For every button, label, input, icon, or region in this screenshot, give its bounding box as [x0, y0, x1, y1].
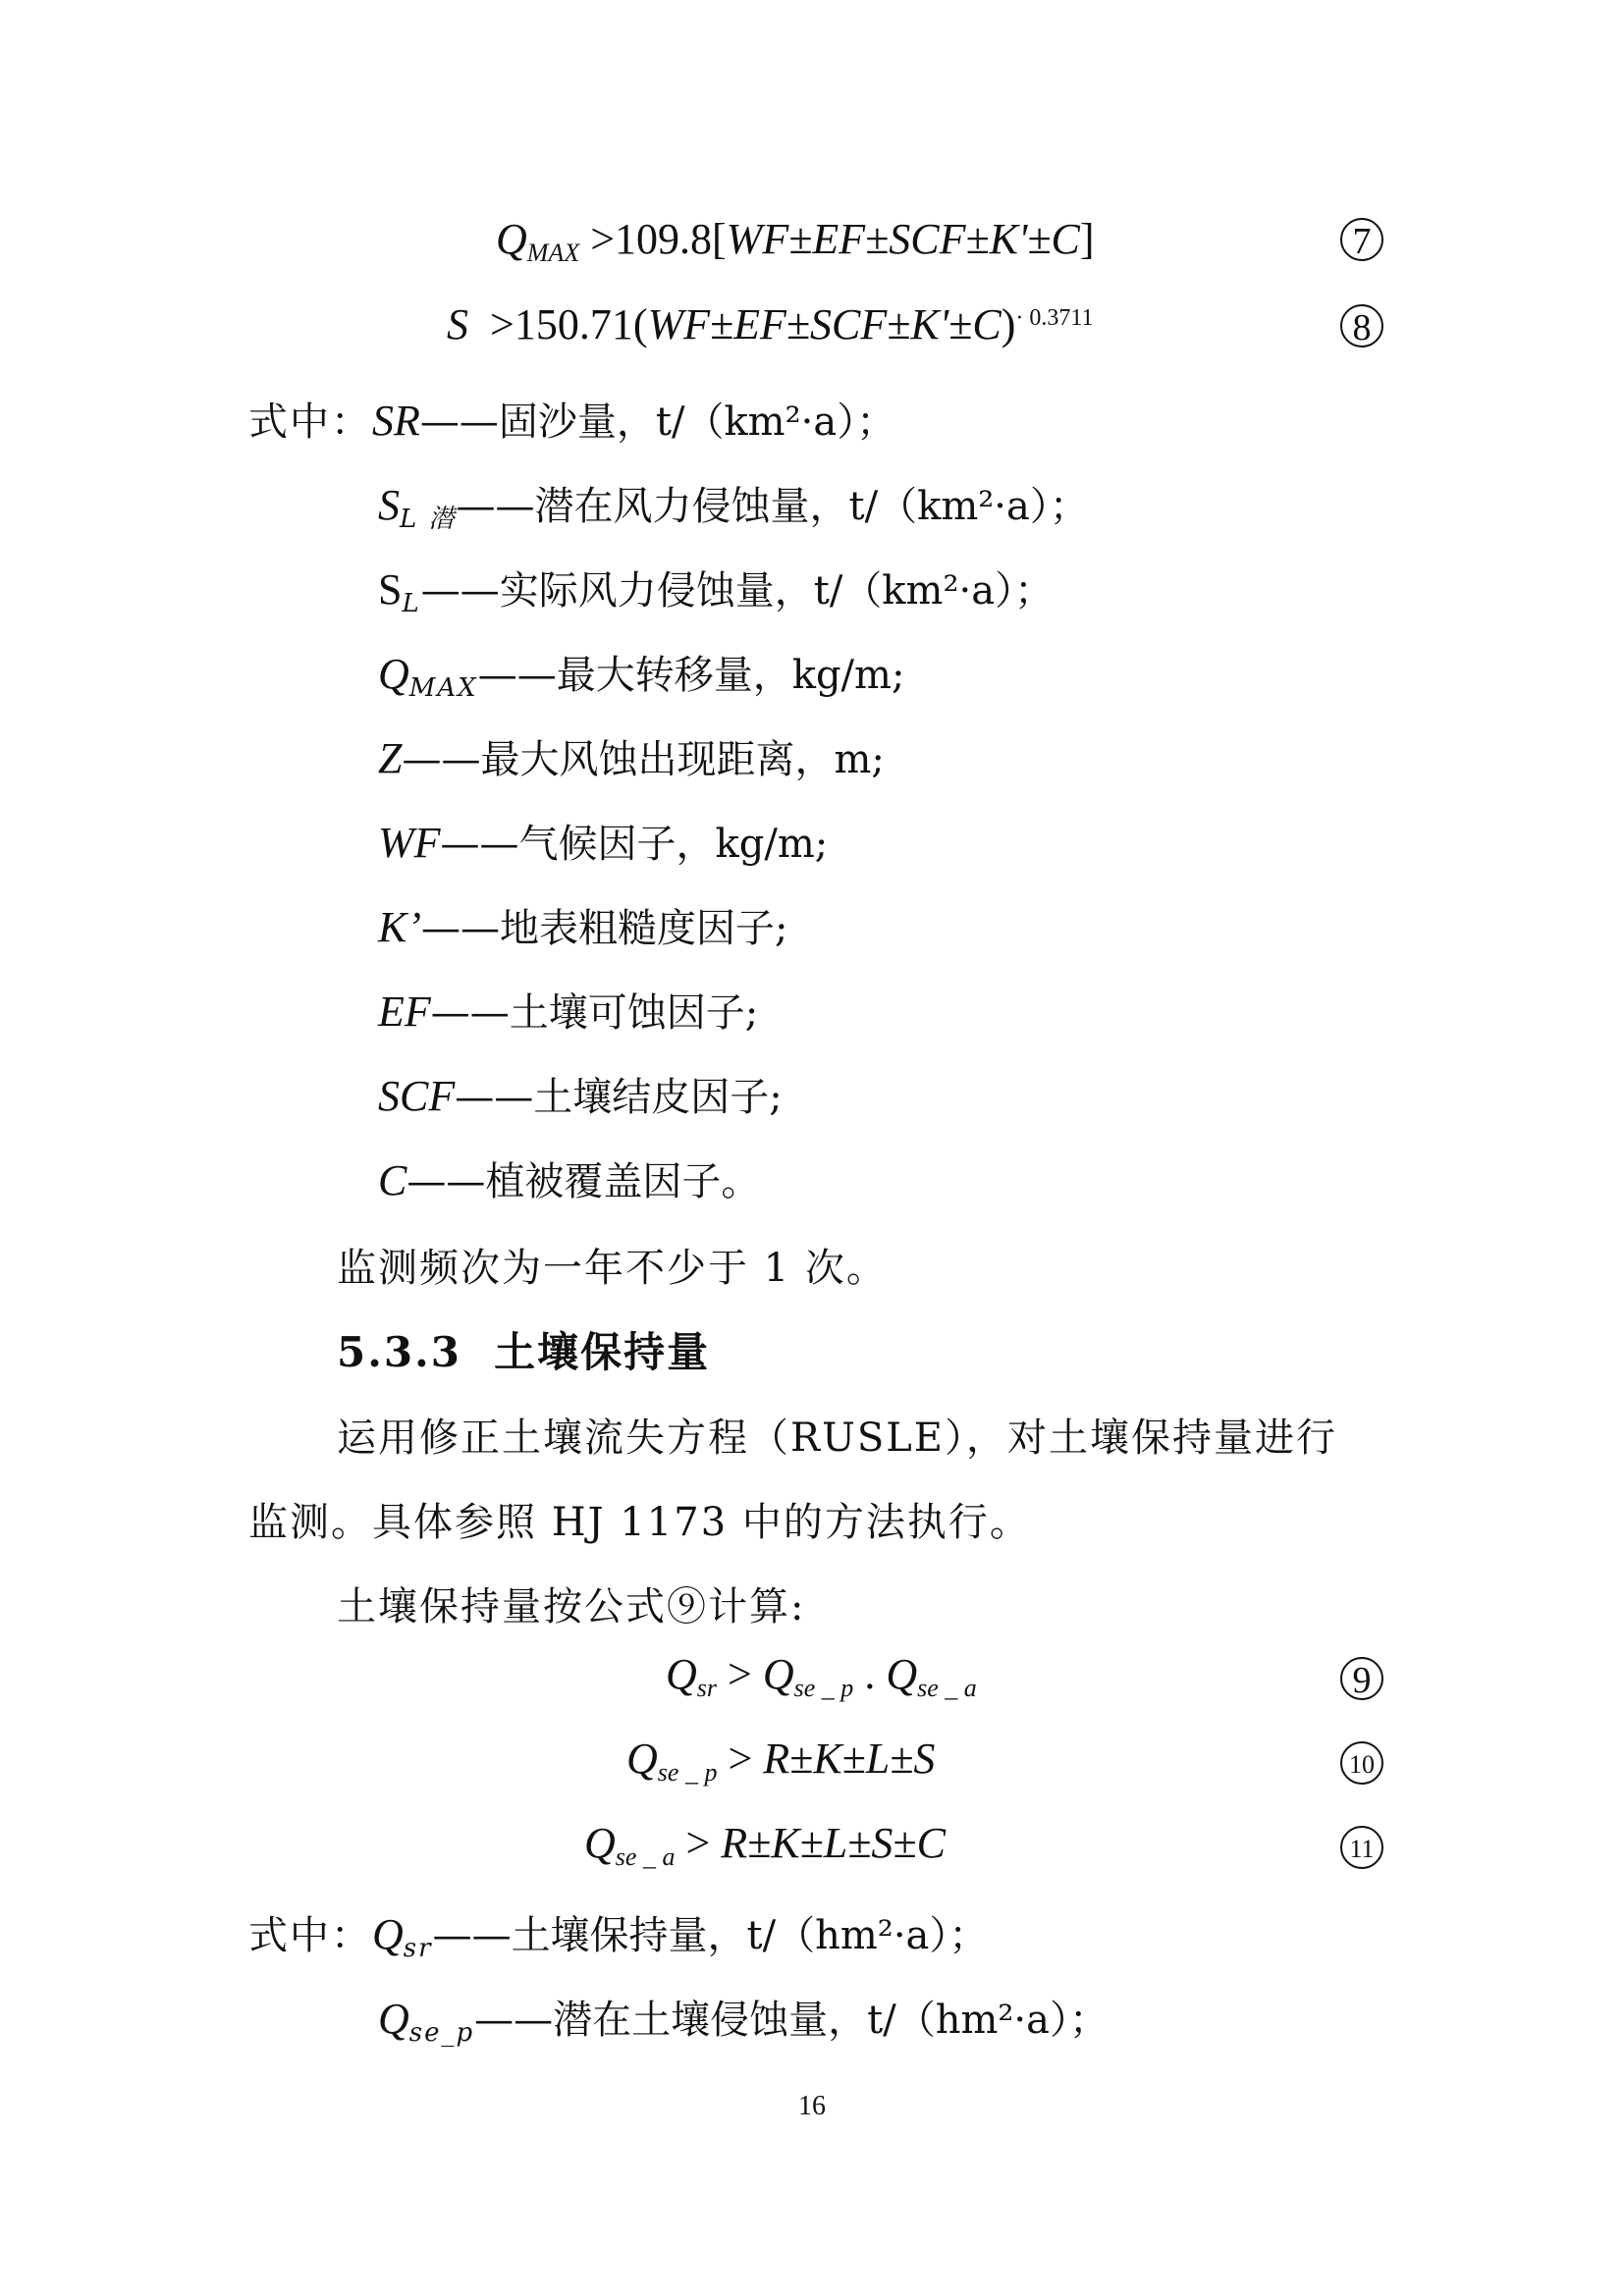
where-line-sl-potential: $S_{L 潜}——$潜在风力侵蚀量，t/（km²·a）； — [378, 481, 1089, 534]
paragraph-rusle-line1: 运用修正土壤流失方程（RUSLE），对土壤保持量进行 — [337, 1415, 1337, 1461]
equation-number-7: 7 — [1340, 218, 1383, 261]
equation-number-8: 8 — [1340, 304, 1383, 347]
paragraph-rusle-line2: 监测。具体参照 HJ 1173 中的方法执行。 — [248, 1500, 1031, 1545]
equation-10: $Q_{se \_ p} > R\pm K\pm L\pm S$ — [626, 1735, 936, 1787]
equation-number-10: 10 — [1340, 1741, 1383, 1785]
where-line-sr: 式中：SR——固沙量，t/（km²·a）； — [248, 397, 896, 445]
where-line-ef: EF——土壤可蚀因子; — [378, 988, 759, 1036]
page-number: 16 — [798, 2091, 826, 2121]
paragraph-formula-intro: 土壤保持量按公式⑨计算: — [337, 1584, 806, 1629]
where-line-c: C——植被覆盖因子。 — [378, 1156, 761, 1204]
section-heading — [337, 1320, 710, 1379]
where2-prefix: 式中： — [248, 1913, 372, 1958]
where-line-qmax: $Q_{MAX}——$最大转移量，kg/m; — [378, 650, 905, 703]
section-title: 土壤保持量 — [494, 1328, 711, 1376]
section-number: 5.3.3 — [337, 1328, 461, 1376]
frequency-text: 监测频次为一年不少于 1 次。 — [337, 1246, 888, 1291]
equation-9: $Q_{sr} > Q_{se \_ p}$ . $Q_{se \_ a}$ — [666, 1650, 977, 1702]
where2-line-qsr: 式中：$Q_{sr}——$土壤保持量，t/（hm²·a）； — [248, 1910, 989, 1963]
where-line-scf: SCF——土壤结皮因子; — [378, 1072, 783, 1120]
where-line-k: K’——地表粗糙度因子; — [378, 903, 788, 951]
where-prefix: 式中： — [248, 400, 372, 445]
where-line-sl-actual: $S_L——$实际风力侵蚀量，t/（km²·a）； — [378, 565, 1055, 618]
where-line-wf: WF——气候因子，kg/m; — [378, 819, 829, 867]
equation-8: $S >150.71(WF\pm EF\pm SCF\pm K'\pm C)^{\cdot 0.3711}$ — [447, 300, 1094, 348]
equation-number-9: 9 — [1340, 1657, 1383, 1700]
equation-7: $Q_{MAX} >109.8[WF\pm EF\pm SCF\pm K'\pm C]$ — [496, 215, 1095, 267]
equation-number-11: 11 — [1340, 1826, 1383, 1869]
equation-11: $Q_{se \_ a} > R\pm K\pm L\pm S\pm C$ — [584, 1819, 946, 1871]
where-line-z: Z——最大风蚀出现距离，m; — [378, 734, 885, 782]
where2-line-qsep: $Q_{se\_p}——$潜在土壤侵蚀量，t/（hm²·a）； — [378, 1995, 1109, 2048]
